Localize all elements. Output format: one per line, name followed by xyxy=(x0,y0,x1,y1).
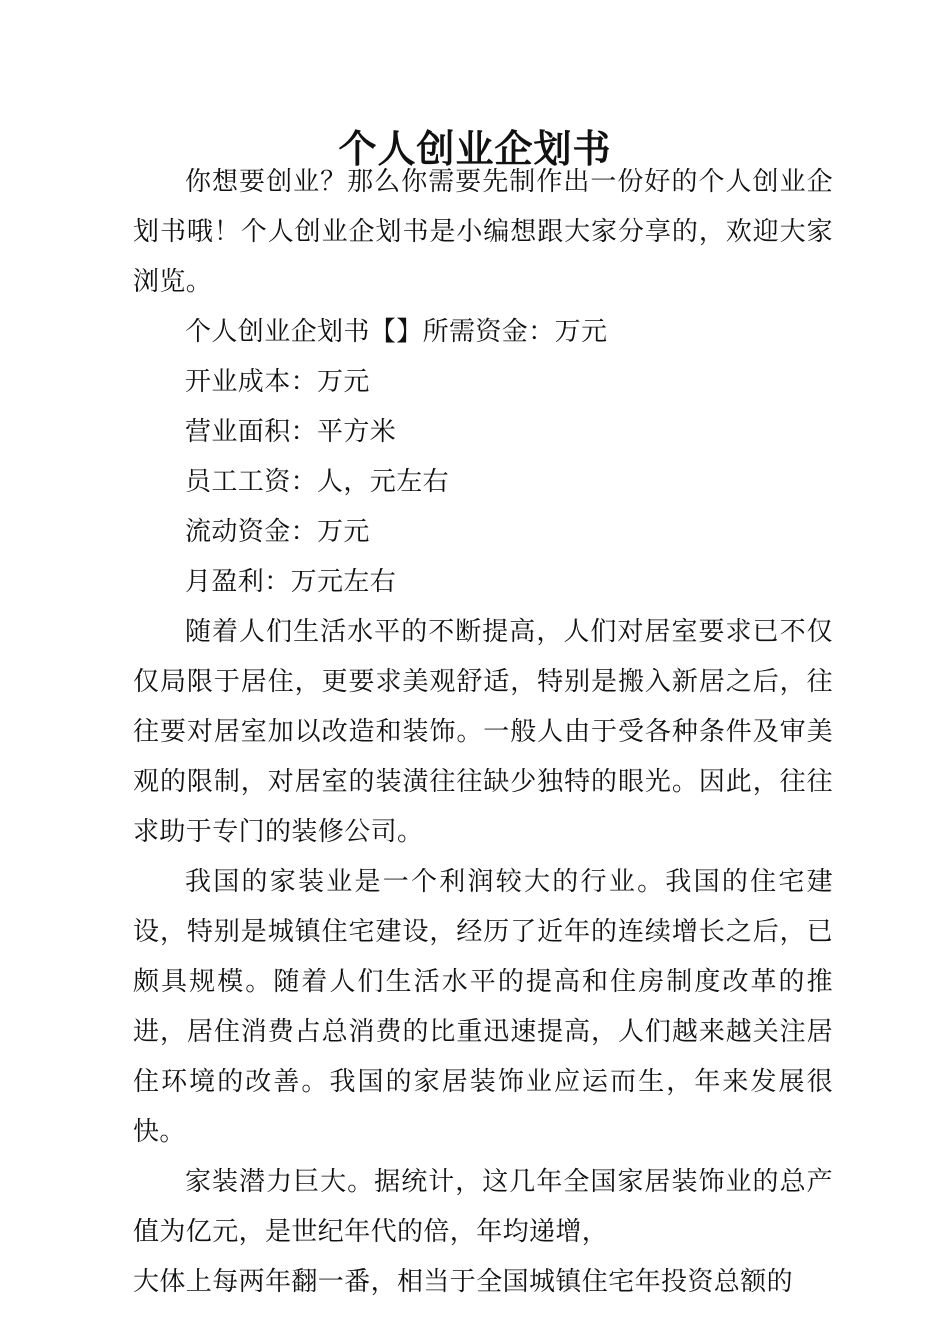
document-body xyxy=(133,157,833,1307)
document-title: 个人创业企划书 xyxy=(338,126,612,172)
staff-salary-line: 员工工资：人，元左右 xyxy=(185,467,450,497)
body-paragraph: 大体上每两年翻一番，相当于全国城镇住宅年投资总额的 xyxy=(133,1267,794,1297)
intro-paragraph: 你想要创业？那么你需要先制作出一份好的个人创业企划书哦！个人创业企划书是小编想跟大家分享的，欢迎大家浏览。 xyxy=(133,167,833,297)
body-paragraph: 我国的家装业是一个利润较大的行业。我国的住宅建设，特别是城镇住宅建设，经历了近年的连续增长之后，已颇具规模。随着人们生活水平的提高和住房制度改革的推进，居住消费占总消费的比重迅速提高，人们越来越关注居住环境的改善。我国的家居装饰业应运而生，年来发展很快。 xyxy=(133,867,833,1147)
working-capital-line: 流动资金：万元 xyxy=(185,517,370,547)
startup-cost-line: 开业成本：万元 xyxy=(185,367,370,397)
body-paragraph: 家装潜力巨大。据统计，这几年全国家居装饰业的总产值为亿元，是世纪年代的倍，年均递增， xyxy=(133,1167,833,1247)
required-capital-line: 个人创业企划书【】所需资金：万元 xyxy=(185,317,608,347)
body-paragraph: 随着人们生活水平的不断提高，人们对居室要求已不仅仅局限于居住，更要求美观舒适，特别是搬入新居之后，往往要对居室加以改造和装饰。一般人由于受各种条件及审美观的限制，对居室的装潢往往缺少独特的眼光。因此，往往求助于专门的装修公司。 xyxy=(133,617,833,847)
business-area-line: 营业面积：平方米 xyxy=(185,417,397,447)
monthly-profit-line: 月盈利：万元左右 xyxy=(185,567,397,597)
